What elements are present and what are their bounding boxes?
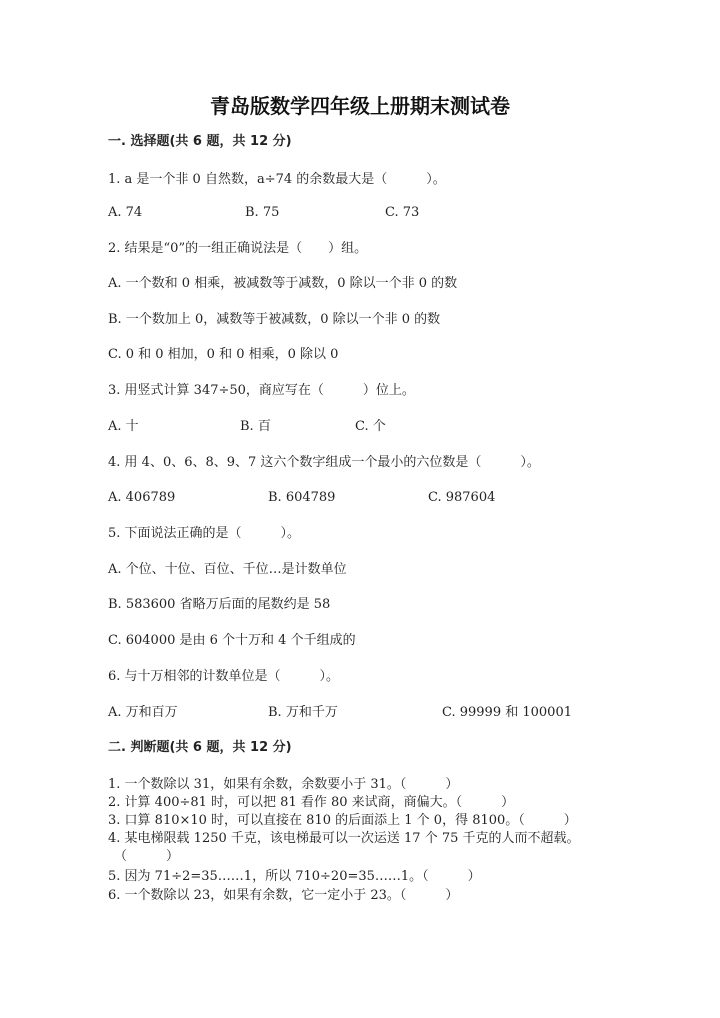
judge-item-3: 3. 口算 810×10 时，可以直接在 810 的后面添上 1 个 0，得 8100。（ ） bbox=[108, 813, 577, 828]
question-6: 6. 与十万相邻的计数单位是（ ）。 bbox=[108, 669, 340, 684]
question-5: 5. 下面说法正确的是（ ）。 bbox=[108, 526, 301, 541]
judge-item-2: 2. 计算 400÷81 时，可以把 81 看作 80 来试商，商偏大。（ ） bbox=[108, 795, 515, 810]
section-2-heading: 二. 判断题(共 6 题，共 12 分) bbox=[108, 740, 292, 755]
judge-item-4: 4. 某电梯限载 1250 千克，该电梯最可以一次运送 17 个 75 千克的人而不超载。 bbox=[108, 831, 580, 846]
question-2: 2. 结果是“0”的一组正确说法是（ ）组。 bbox=[108, 241, 368, 256]
q4-option-c: C. 987604 bbox=[428, 490, 496, 505]
judge-item-6: 6. 一个数除以 23，如果有余数，它一定小于 23。（ ） bbox=[108, 888, 459, 903]
judge-item-5: 5. 因为 71÷2=35……1，所以 710÷20=35……1。（ ） bbox=[108, 869, 481, 884]
q3-option-b: B. 百 bbox=[240, 419, 271, 434]
judge-item-1: 1. 一个数除以 31，如果有余数，余数要小于 31。（ ） bbox=[108, 777, 459, 792]
q1-option-a: A. 74 bbox=[108, 205, 143, 220]
q2-option-a: A. 一个数和 0 相乘，被减数等于减数，0 除以一个非 0 的数 bbox=[108, 276, 458, 291]
q5-option-b: B. 583600 省略万后面的尾数约是 58 bbox=[108, 597, 331, 612]
section-1-heading: 一. 选择题(共 6 题，共 12 分) bbox=[108, 134, 292, 149]
q3-option-c: C. 个 bbox=[355, 419, 386, 434]
q6-option-c: C. 99999 和 100001 bbox=[442, 705, 572, 720]
q2-option-c: C. 0 和 0 相加，0 和 0 相乘，0 除以 0 bbox=[108, 347, 339, 362]
question-4: 4. 用 4、0、6、8、9、7 这六个数字组成一个最小的六位数是（ ）。 bbox=[108, 455, 540, 470]
q3-option-a: A. 十 bbox=[108, 419, 139, 434]
question-3: 3. 用竖式计算 347÷50，商应写在（ ）位上。 bbox=[108, 383, 415, 398]
page-title: 青岛版数学四年级上册期末测试卷 bbox=[210, 94, 510, 118]
q1-option-b: B. 75 bbox=[245, 205, 280, 220]
q4-option-a: A. 406789 bbox=[108, 490, 176, 505]
judge-item-4-bracket: （ ） bbox=[114, 849, 180, 864]
q6-option-a: A. 万和百万 bbox=[108, 705, 178, 720]
q6-option-b: B. 万和千万 bbox=[268, 705, 338, 720]
q2-option-b: B. 一个数加上 0，减数等于被减数，0 除以一个非 0 的数 bbox=[108, 312, 441, 327]
q5-option-a: A. 个位、十位、百位、千位…是计数单位 bbox=[108, 562, 347, 577]
q1-option-c: C. 73 bbox=[385, 205, 420, 220]
q5-option-c: C. 604000 是由 6 个十万和 4 个千组成的 bbox=[108, 633, 356, 648]
q4-option-b: B. 604789 bbox=[268, 490, 336, 505]
question-1: 1. a 是一个非 0 自然数，a÷74 的余数最大是（ ）。 bbox=[108, 172, 446, 187]
